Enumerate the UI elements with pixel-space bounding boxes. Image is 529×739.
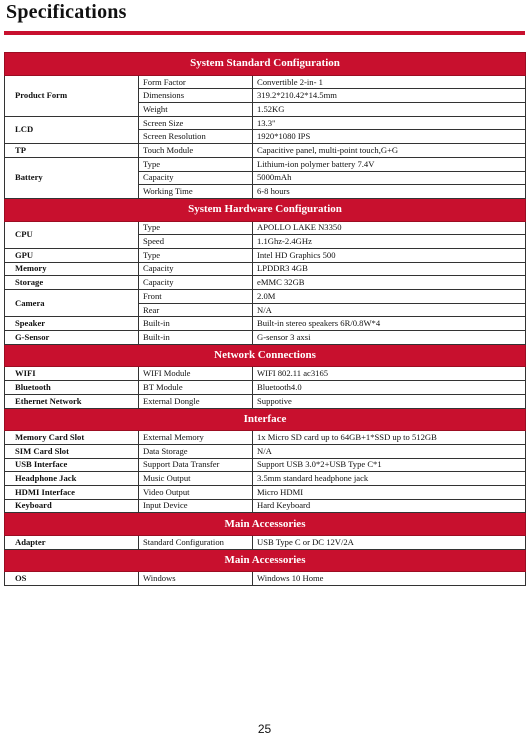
spec-value: Bluetooth4.0 xyxy=(253,381,526,395)
spec-category: Camera xyxy=(5,290,139,317)
spec-value: USB Type C or DC 12V/2A xyxy=(253,536,526,550)
spec-value: 13.3" xyxy=(253,116,526,130)
spec-row xyxy=(5,485,526,499)
spec-item: Type xyxy=(139,221,253,235)
spec-item: Rear xyxy=(139,303,253,317)
spec-row xyxy=(5,444,526,458)
spec-value: APOLLO LAKE N3350 xyxy=(253,221,526,235)
spec-item: Standard Configuration xyxy=(139,536,253,550)
spec-value: 3.5mm standard headphone jack xyxy=(253,472,526,486)
spec-value: Capacitive panel, multi-point touch,G+G xyxy=(253,144,526,158)
spec-value: 6-8 hours xyxy=(253,185,526,199)
page-title: Specifications xyxy=(6,1,127,23)
spec-item: Video Output xyxy=(139,485,253,499)
spec-row xyxy=(5,262,526,276)
section-heading: Interface xyxy=(5,408,526,431)
spec-value: Support USB 3.0*2+USB Type C*1 xyxy=(253,458,526,472)
section-heading: Network Connections xyxy=(5,344,526,367)
spec-row xyxy=(5,572,526,586)
spec-item: Form Factor xyxy=(139,75,253,89)
spec-value: 1.1Ghz-2.4GHz xyxy=(253,235,526,249)
spec-row xyxy=(5,499,526,513)
spec-category: Storage xyxy=(5,276,139,290)
spec-value: N/A xyxy=(253,444,526,458)
spec-category: USB Interface xyxy=(5,458,139,472)
spec-row xyxy=(5,394,526,408)
spec-value: Suppotive xyxy=(253,394,526,408)
section-heading: Main Accessories xyxy=(5,549,526,572)
spec-category: SIM Card Slot xyxy=(5,444,139,458)
spec-value: eMMC 32GB xyxy=(253,276,526,290)
section-header-row xyxy=(5,198,526,221)
spec-value: 2.0M xyxy=(253,290,526,304)
spec-item: Dimensions xyxy=(139,89,253,103)
spec-value: LPDDR3 4GB xyxy=(253,262,526,276)
spec-value: Lithium-ion polymer battery 7.4V xyxy=(253,157,526,171)
spec-item: Support Data Transfer xyxy=(139,458,253,472)
spec-row xyxy=(5,458,526,472)
spec-row xyxy=(5,431,526,445)
spec-value: N/A xyxy=(253,303,526,317)
spec-item: Type xyxy=(139,157,253,171)
spec-value: Built-in stereo speakers 6R/0.8W*4 xyxy=(253,317,526,331)
spec-value: 1.52KG xyxy=(253,103,526,117)
spec-row xyxy=(5,75,526,89)
spec-row xyxy=(5,290,526,304)
spec-category: Memory Card Slot xyxy=(5,431,139,445)
spec-value: 1920*1080 IPS xyxy=(253,130,526,144)
spec-item: Front xyxy=(139,290,253,304)
spec-item: Touch Module xyxy=(139,144,253,158)
spec-row xyxy=(5,248,526,262)
spec-item: Speed xyxy=(139,235,253,249)
spec-row xyxy=(5,144,526,158)
spec-item: Screen Resolution xyxy=(139,130,253,144)
spec-category: G-Sensor xyxy=(5,331,139,345)
spec-row xyxy=(5,116,526,130)
spec-item: Capacity xyxy=(139,262,253,276)
spec-value: Windows 10 Home xyxy=(253,572,526,586)
spec-item: External Dongle xyxy=(139,394,253,408)
spec-item: WIFI Module xyxy=(139,367,253,381)
spec-category: CPU xyxy=(5,221,139,248)
spec-item: Screen Size xyxy=(139,116,253,130)
spec-row xyxy=(5,367,526,381)
spec-row xyxy=(5,317,526,331)
spec-row xyxy=(5,472,526,486)
spec-item: Data Storage xyxy=(139,444,253,458)
page-number: 25 xyxy=(257,722,272,736)
spec-value: Hard Keyboard xyxy=(253,499,526,513)
title-underline xyxy=(4,31,525,35)
spec-item: Capacity xyxy=(139,171,253,185)
section-header-row xyxy=(5,53,526,76)
spec-item: Windows xyxy=(139,572,253,586)
section-header-row xyxy=(5,549,526,572)
section-heading: Main Accessories xyxy=(5,513,526,536)
spec-value: Intel HD Graphics 500 xyxy=(253,248,526,262)
spec-item: Working Time xyxy=(139,185,253,199)
spec-item: Type xyxy=(139,248,253,262)
spec-category: Product Form xyxy=(5,75,139,116)
spec-category: Adapter xyxy=(5,536,139,550)
spec-category: Ethernet Network xyxy=(5,394,139,408)
spec-category: OS xyxy=(5,572,139,586)
spec-category: LCD xyxy=(5,116,139,143)
specifications-table xyxy=(4,52,526,586)
spec-value: G-sensor 3 axsi xyxy=(253,331,526,345)
spec-value: WIFI 802.11 ac3165 xyxy=(253,367,526,381)
spec-category: Bluetooth xyxy=(5,381,139,395)
spec-value: Micro HDMI xyxy=(253,485,526,499)
spec-row xyxy=(5,157,526,171)
section-heading: System Standard Configuration xyxy=(5,53,526,76)
spec-row xyxy=(5,331,526,345)
spec-item: Weight xyxy=(139,103,253,117)
spec-category: TP xyxy=(5,144,139,158)
spec-item: BT Module xyxy=(139,381,253,395)
spec-item: Capacity xyxy=(139,276,253,290)
spec-row xyxy=(5,381,526,395)
spec-item: Built-in xyxy=(139,331,253,345)
section-header-row xyxy=(5,408,526,431)
spec-category: Headphone Jack xyxy=(5,472,139,486)
section-heading: System Hardware Configuration xyxy=(5,198,526,221)
section-header-row xyxy=(5,344,526,367)
spec-value: 319.2*210.42*14.5mm xyxy=(253,89,526,103)
spec-category: Speaker xyxy=(5,317,139,331)
section-header-row xyxy=(5,513,526,536)
spec-item: External Memory xyxy=(139,431,253,445)
spec-row xyxy=(5,536,526,550)
spec-category: GPU xyxy=(5,248,139,262)
spec-category: HDMI Interface xyxy=(5,485,139,499)
spec-value: 1x Micro SD card up to 64GB+1*SSD up to 512GB xyxy=(253,431,526,445)
spec-category: Keyboard xyxy=(5,499,139,513)
spec-item: Input Device xyxy=(139,499,253,513)
spec-item: Music Output xyxy=(139,472,253,486)
spec-category: Battery xyxy=(5,157,139,198)
spec-row xyxy=(5,276,526,290)
spec-value: Convertible 2-in- 1 xyxy=(253,75,526,89)
spec-category: WIFI xyxy=(5,367,139,381)
spec-item: Built-in xyxy=(139,317,253,331)
spec-category: Memory xyxy=(5,262,139,276)
spec-value: 5000mAh xyxy=(253,171,526,185)
spec-row xyxy=(5,221,526,235)
